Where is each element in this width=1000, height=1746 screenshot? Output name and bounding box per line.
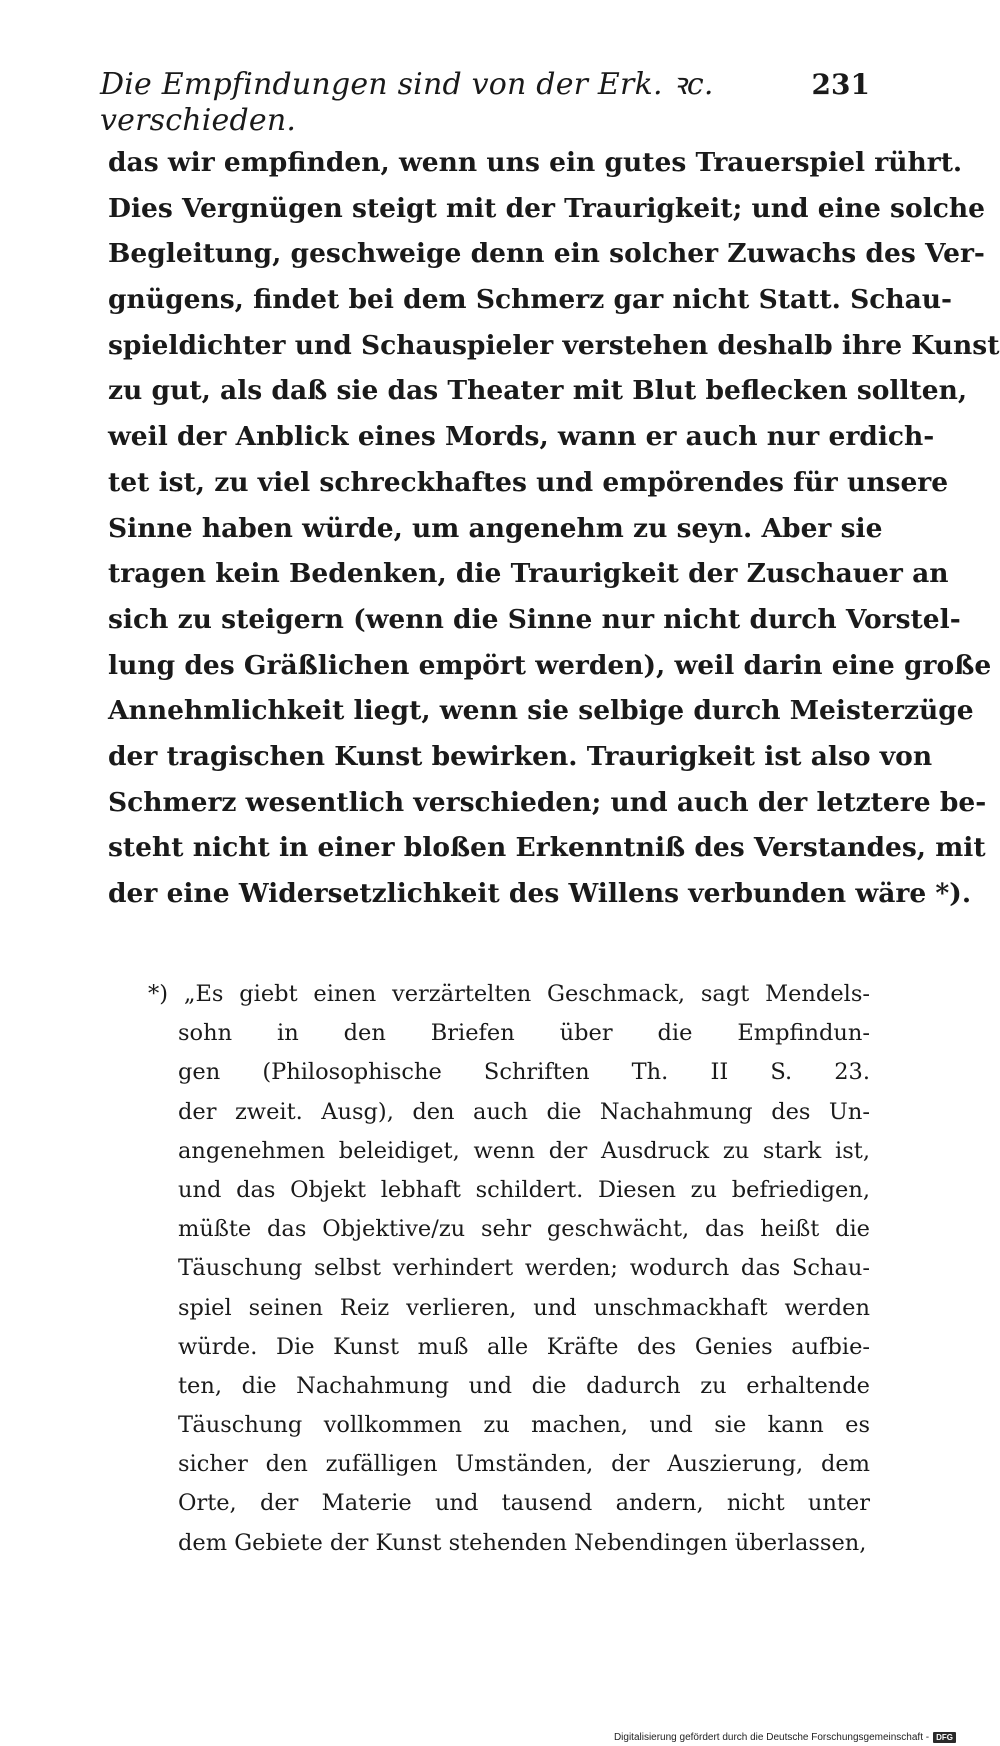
text-line: Begleitung, geschweige denn ein solcher Zuwachs des Ver- [108,238,985,270]
footnote-line: Täuschung vollkommen zu machen, und sie kann es [178,1412,870,1439]
text-line: Dies Vergnügen steigt mit der Traurigkeit; und eine solche [108,192,985,224]
main-text [108,140,1000,917]
text-line: der eine Widersetzlichkeit des Willens verbunden wäre *). [108,878,972,909]
text-line: steht nicht in einer bloßen Erkenntniß des Verstandes, mit [108,832,986,864]
text-line: tragen kein Bedenken, die Traurigkeit der Zuschauer an [108,558,949,590]
footnote-line: Orte, der Materie und tausend andern, nicht unter [178,1490,870,1517]
footnote-line: sicher den zufälligen Umständen, der Auszierung, dem [178,1451,870,1478]
text-line: der tragischen Kunst bewirken. Traurigkeit ist also von [108,740,933,772]
credit-text: Digitalisierung gefördert durch die Deutsche Forschungsgemeinschaft - [613,1731,930,1743]
footnote-line: angenehmen beleidiget, wenn der Ausdruck zu stark ist, [178,1137,870,1164]
text-line: Schmerz wesentlich verschieden; und auch der letztere be- [108,786,987,818]
page-number: 231 [811,68,870,101]
text-line: Sinne haben würde, um angenehm zu seyn. Aber sie [108,512,883,544]
text-line: tet ist, zu viel schreckhaftes und empörendes für unsere [108,466,949,498]
footnote-line: ten, die Nachahmung und die dadurch zu erhaltende [178,1372,870,1399]
footnote-line: und das Objekt lebhaft schildert. Diesen zu befriedigen, [178,1176,870,1203]
running-header [100,62,870,138]
footnote-line: der zweit. Ausg), den auch die Nachahmung des Un- [178,1098,870,1125]
dfg-logo: DFG [933,1732,956,1743]
text-line: das wir empfinden, wenn uns ein gutes Trauerspiel rührt. [108,147,963,178]
text-line: spieldichter und Schauspieler verstehen deshalb ihre Kunst [108,329,1000,361]
footnote-line: würde. Die Kunst muß alle Kräfte des Genies aufbie- [178,1333,870,1360]
footnote-line: müßte das Objektive/zu sehr geschwächt, das heißt die [178,1216,870,1243]
footnote-line: *) „Es giebt einen verzärtelten Geschmack, sagt Mendels- [148,981,870,1007]
text-line: Annehmlichkeit liegt, wenn sie selbige durch Meisterzüge [108,695,974,727]
footnote-line: spiel seinen Reiz verlieren, und unschmackhaft werden [178,1294,870,1321]
running-title: Die Empfindungen sind von der Erk. ꝛc. verschieden. [100,67,714,138]
text-line: zu gut, als daß sie das Theater mit Blut beflecken sollten, [108,375,968,407]
text-line: gnügens, findet bei dem Schmerz gar nicht Statt. Schau- [108,284,953,316]
footnote-line: Täuschung selbst verhindert werden; wodurch das Schau- [178,1255,870,1282]
footnote-line: sohn in den Briefen über die Empfindun- [178,1020,870,1047]
text-line: lung des Gräßlichen empört werden), weil darin eine große [108,649,992,681]
footnote-line: gen (Philosophische Schriften Th. II S. 23. [178,1059,870,1086]
digitization-credit [614,1730,956,1744]
footnote-line: dem Gebiete der Kunst stehenden Nebendingen überlassen, [178,1529,867,1556]
text-line: sich zu steigern (wenn die Sinne nur nicht durch Vorstel- [108,603,961,635]
footnote [148,975,870,1563]
text-line: weil der Anblick eines Mords, wann er auch nur erdich- [108,421,935,453]
